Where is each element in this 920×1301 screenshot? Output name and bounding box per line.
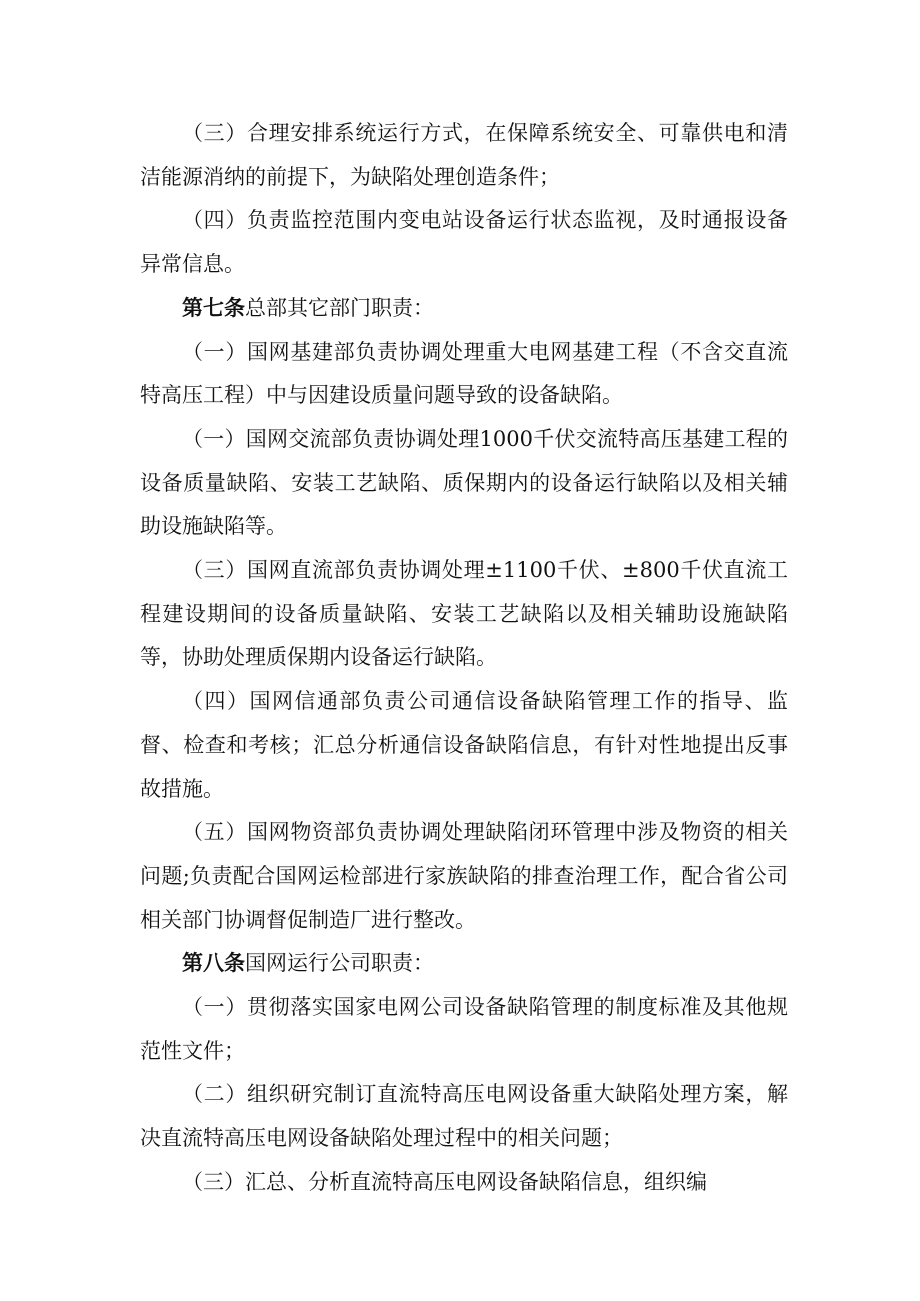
article-title: 总部其它部门职责： xyxy=(245,295,434,320)
paragraph-text: （三）国网直流部负责协调处理±1100千伏、±800千伏直流工程建设期间的设备质量缺陷、安装工艺缺陷以及相关辅助设施缺陷等，协助处理质保期内设备运行缺陷。 xyxy=(140,558,788,670)
paragraph-clause-1b xyxy=(140,418,788,549)
paragraph-clause-3b xyxy=(140,549,788,680)
paragraph-clause-3 xyxy=(140,112,788,199)
article-title: 国网运行公司职责： xyxy=(245,951,434,976)
article-7-heading xyxy=(140,287,788,331)
paragraph-text: （一）国网基建部负责协调处理重大电网基建工程（不含交直流特高压工程）中与因建设质量问题导致的设备缺陷。 xyxy=(140,339,788,408)
article-8-heading xyxy=(140,942,788,986)
paragraph-text: （四）负责监控范围内变电站设备运行状态监视，及时通报设备异常信息。 xyxy=(140,208,788,277)
paragraph-text: （四）国网信通部负责公司通信设备缺陷管理工作的指导、监督、检查和考核；汇总分析通信设备缺陷信息，有针对性地提出反事故措施。 xyxy=(140,689,788,801)
paragraph-clause-3c xyxy=(140,1161,788,1205)
article-number: 第七条 xyxy=(182,295,245,320)
paragraph-text: （一）贯彻落实国家电网公司设备缺陷管理的制度标准及其他规范性文件； xyxy=(140,995,788,1063)
paragraph-clause-1 xyxy=(140,331,788,418)
article-number: 第八条 xyxy=(182,951,245,976)
paragraph-text: （一）国网交流部负责协调处理1000千伏交流特高压基建工程的设备质量缺陷、安装工艺缺陷、质保期内的设备运行缺陷以及相关辅助设施缺陷等。 xyxy=(140,426,788,539)
document-body xyxy=(140,112,788,1205)
paragraph-clause-1c xyxy=(140,986,788,1073)
paragraph-text: （三）合理安排系统运行方式，在保障系统安全、可靠供电和清洁能源消纳的前提下，为缺陷处理创造条件； xyxy=(140,121,788,189)
paragraph-clause-4b xyxy=(140,680,788,811)
paragraph-clause-2c xyxy=(140,1073,788,1160)
paragraph-text: （五）国网物资部负责协调处理缺陷闭环管理中涉及物资的相关问题;负责配合国网运检部进行家族缺陷的排查治理工作，配合省公司相关部门协调督促制造厂进行整改。 xyxy=(140,820,788,932)
paragraph-clause-4 xyxy=(140,199,788,286)
paragraph-clause-5 xyxy=(140,811,788,942)
paragraph-text: （二）组织研究制订直流特高压电网设备重大缺陷处理方案，解决直流特高压电网设备缺陷处理过程中的相关问题； xyxy=(140,1082,788,1151)
paragraph-text: （三）汇总、分析直流特高压电网设备缺陷信息，组织编 xyxy=(182,1169,707,1194)
